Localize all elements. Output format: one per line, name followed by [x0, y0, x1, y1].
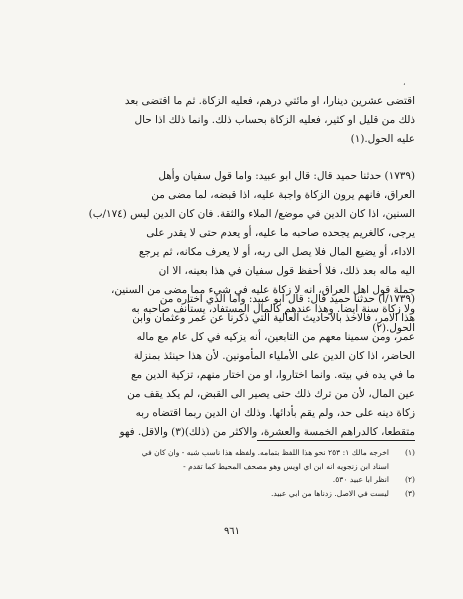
footnote-number: (٣) — [404, 488, 415, 498]
text-line: (١٧٣٩) حدثنا حميد قال: قال ابو عبيد: واما قول سفيان وأهل — [158, 170, 415, 182]
footnote-text: اخرجه مالك ١: ٢٥٣ نحو هذا اللفظ بتمامه. ولفظه هذا ناسب شبه - وان كان في — [141, 448, 389, 457]
paragraph-1 — [88, 92, 415, 149]
text-line: ولا زكاة سنة ايضا. وهذا عندهم كالمال المستفاد، يستأنف صاحبه به — [131, 303, 415, 315]
text-line: عين المال، لأن من ترك ذلك حتى يصير الى القبض، لم يكد يقف من — [127, 388, 415, 400]
footnote-text: انظر ابا عبيد ٥٣٠. — [332, 475, 389, 484]
footnote-text: ليست في الاصل. زدناها من ابي عبيد. — [270, 488, 389, 498]
text-line: هذا الامر، فالاخذ بالاحاديث العالية التي ذكرنا عن عمر وعثمان وابن — [132, 312, 415, 324]
text-line: عليه الحول.(١) — [350, 133, 415, 145]
footnote — [88, 460, 415, 474]
footnote-text: اسناد ابن زنجويه انه ابن اي اويس وهو مصحف المحيط كما تقدم - — [183, 461, 389, 471]
text-line: ذلك من قليل او كثير، فعليه الزكاة بحساب ذلك. وانما ذلك اذا حال — [134, 114, 415, 126]
text-line: الحاضر، اذا كان الدين على الأملياء المأمونين. لأن هذا حينئذ بمنزلة — [133, 350, 415, 362]
footnote — [88, 487, 415, 501]
text-line: متقطعا، كالدراهم الخمسة والعشرة، والاكثر من (ذلك)(٣) والاقل. فهو — [119, 426, 415, 438]
page-number: ٩٦١ — [223, 526, 241, 537]
paragraph-3 — [88, 290, 415, 442]
text-line: (١٧٣٩/أ) حدثنا حميد قال: قال ابو عبيد: واما الذي اختاره من — [159, 293, 415, 305]
text-line: الاداء، أو يضيع المال فلا يصل الى ربه، أو لا يعرف مكانه، ثم يرجع — [138, 246, 415, 258]
text-line: يرجى، كالغريم يجحده صاحبه ما عليه، أو يعدم حتى لا يقدر على — [146, 227, 415, 239]
text-line: عمر، ومن سمينا معهم من التابعين، أنه يزكيه في كل عام مع ماله — [136, 331, 415, 343]
text-line: ما في يده في بيته. وانما اختاروا، او من اختار منهم، تزكية الدين مع — [130, 369, 415, 381]
footnote — [88, 446, 415, 460]
text-line: جملة قول اهل العراق، انه لا زكاة عليه في شيء مما مضى من السنين، — [111, 284, 415, 296]
footnote-number — [389, 460, 415, 474]
text-line: الحول.(٢) — [372, 322, 415, 334]
corner-mark: ، — [403, 78, 406, 87]
footnote-number: (١) — [404, 448, 415, 457]
footnote — [88, 473, 415, 487]
text-line: اليه ماله بعد ذلك، فلا أحفظ قول سفيان في هذا بعينه، الا ان — [158, 265, 415, 277]
text-line: السنين، اذا كان الدين في موضع/ الملاء والثقة. فان كان الدين ليس (١٧٤/ب) — [88, 208, 415, 220]
text-line: زكاة دينه على حد، ولم يقم بأدائها. وذلك ان الدين ربما اقتضاه ربه — [135, 407, 415, 419]
text-line: اقتضى عشرين دينارا، او مائتي درهم، فعليه الزكاة. ثم ما اقتضى بعد — [124, 95, 415, 107]
text-line: العراق، فانهم يرون الزكاة واجبة عليه، اذا قبضه، لما مضى من — [151, 189, 415, 201]
footnote-separator — [257, 440, 415, 441]
footnote-number: (٢) — [404, 475, 415, 484]
footnotes — [88, 446, 415, 500]
